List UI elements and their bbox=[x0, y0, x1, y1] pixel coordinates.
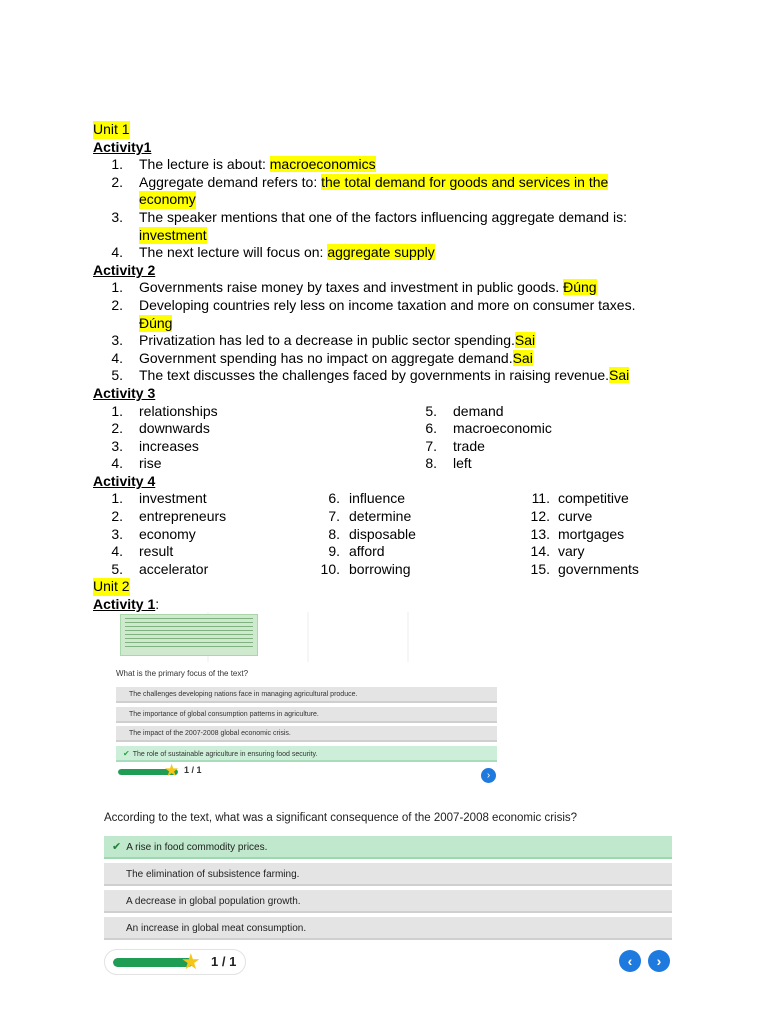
next-button[interactable] bbox=[648, 950, 670, 972]
previous-button[interactable] bbox=[619, 950, 641, 972]
list-item: 4. Government spending has no impact on aggregate demand.Sai bbox=[111, 349, 533, 366]
answer: Sai bbox=[609, 367, 630, 384]
answer-option[interactable]: A decrease in global population growth. bbox=[104, 890, 672, 913]
list-item: 2. entrepreneurs 7. determine 12. curve bbox=[111, 508, 593, 525]
activity4-heading: Activity 4 bbox=[93, 472, 156, 489]
unit2-activity1-heading: Activity 1 bbox=[93, 596, 156, 613]
list-item: 4. The next lecture will focus on: aggregate supply bbox=[111, 244, 435, 261]
list-item: 1. relationships 5. demand bbox=[111, 402, 504, 419]
answer-option[interactable]: The challenges developing nations face in managing agricultural produce. bbox=[116, 687, 497, 703]
unit1-title: Unit 1 bbox=[93, 121, 130, 137]
check-icon: ✔ bbox=[112, 841, 122, 853]
question-text: What is the primary focus of the text? bbox=[116, 669, 249, 678]
answer-option-selected[interactable]: ✔ The role of sustainable agriculture in ensuring food security. bbox=[116, 746, 497, 762]
activity1-heading: Activity1 bbox=[93, 138, 152, 155]
quiz-screenshot-1 bbox=[108, 612, 506, 798]
answer: Sai bbox=[512, 349, 533, 366]
list-item: 1. investment 6. influence 11. competitive bbox=[111, 490, 629, 507]
list-item: 1. Governments raise money by taxes and investment in public goods. Đúng bbox=[111, 279, 597, 296]
activity2-heading: Activity 2 bbox=[93, 261, 156, 278]
list-item: 2. Developing countries rely less on income taxation and more on consumer taxes. bbox=[111, 296, 636, 313]
chevron-right-icon: › bbox=[486, 770, 491, 781]
star-icon: ★ bbox=[181, 949, 201, 974]
list-item: 3. increases 7. trade bbox=[111, 437, 485, 454]
question-text: According to the text, what was a significant consequence of the 2007-2008 economic crisis? bbox=[104, 812, 578, 824]
unit2-title: Unit 2 bbox=[93, 578, 130, 595]
progress-counter: 1 / 1 bbox=[211, 954, 237, 969]
answer-option[interactable]: The importance of global consumption patterns in agriculture. bbox=[116, 707, 497, 723]
answer-option[interactable]: An increase in global meat consumption. bbox=[104, 917, 672, 940]
list-item: 3. economy 8. disposable 13. mortgages bbox=[111, 525, 625, 542]
list-item: 4. rise 8. left bbox=[111, 455, 472, 472]
document-body: Unit 1 Activity1 1. The lecture is about: macroeconomics 2. Aggregate demand refers to: the total demand for goods and services in the economy 3. The speaker mentions that one of the factors influencing aggregate demand is: investment 4. The next lecture will focus on: aggregate supply Activity 2 1. Governments raise money by taxes and investment in public goods. Đúng 2. Developing countries rely less on income taxation and more on consumer taxes. Đúng 3. Privatization has led to a decrease in public sector spending.Sai 4. Government spending has no impact on aggregate demand.Sai 5. The text discusses the challenges faced by governments in raising revenue.Sai Activity 3 1. relationships 5. demand 2. downwards 6. macroeconomic 3. increases 7. trade 4. rise 8. left Activity 4 1. investment 6. influence 11. competitive 2. entrepreneurs 7. determine 12. curve 3. economy 8. disposable 13. mortgages 4. result 9. afford 14. vary 5. accelerator 10. borrowing 15. governments Unit 2 Activity 1: bbox=[93, 121, 693, 614]
star-icon: ★ bbox=[164, 761, 180, 780]
list-item: 3. The speaker mentions that one of the factors influencing aggregate demand is: bbox=[111, 208, 627, 225]
answer: macroeconomics bbox=[269, 156, 376, 173]
chevron-right-icon: › bbox=[656, 953, 662, 969]
list-item: 4. result 9. afford 14. vary bbox=[111, 543, 585, 560]
list-item: 1. The lecture is about: macroeconomics bbox=[111, 156, 376, 173]
chevron-left-icon: ‹ bbox=[627, 953, 633, 969]
list-item: 2. downwards 6. macroeconomic bbox=[111, 420, 552, 437]
answer: economy bbox=[139, 191, 196, 208]
answer: Sai bbox=[514, 332, 536, 349]
next-button[interactable] bbox=[481, 768, 496, 783]
progress-counter: 1 / 1 bbox=[184, 765, 202, 775]
check-icon: ✔ bbox=[123, 749, 130, 758]
answer: Đúng bbox=[563, 279, 597, 296]
passage-thumbnail bbox=[120, 614, 258, 656]
answer: aggregate supply bbox=[327, 244, 435, 261]
list-item: 2. Aggregate demand refers to: the total demand for goods and services in the bbox=[111, 173, 609, 190]
list-item: 5. accelerator 10. borrowing 15. governments bbox=[111, 560, 639, 577]
answer-option[interactable]: The elimination of subsistence farming. bbox=[104, 863, 672, 886]
answer-option-selected[interactable]: ✔ A rise in food commodity prices. bbox=[104, 836, 672, 859]
list-item: 5. The text discusses the challenges faced by governments in raising revenue.Sai bbox=[111, 367, 630, 384]
answer: Đúng bbox=[139, 314, 173, 331]
answer: the total demand for goods and services in the bbox=[321, 173, 609, 190]
activity3-heading: Activity 3 bbox=[93, 384, 156, 401]
quiz-screenshot-2 bbox=[100, 806, 684, 994]
answer: investment bbox=[139, 226, 207, 243]
list-item: 3. Privatization has led to a decrease in public sector spending.Sai bbox=[111, 332, 536, 349]
answer-option[interactable]: The impact of the 2007-2008 global economic crisis. bbox=[116, 726, 497, 742]
progress-widget bbox=[104, 949, 246, 975]
